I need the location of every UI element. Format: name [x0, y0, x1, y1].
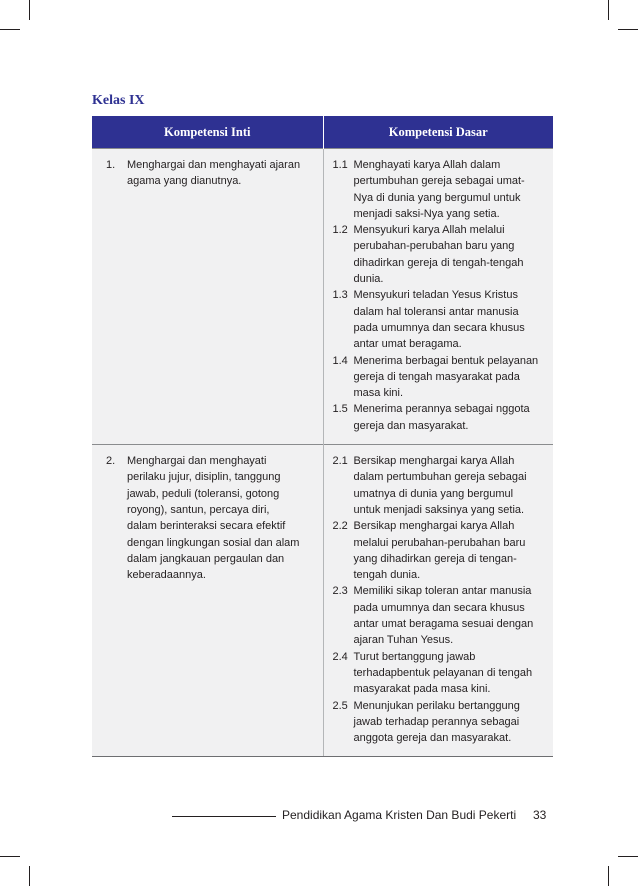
kd-text	[354, 698, 546, 747]
kd-item	[333, 287, 546, 352]
kd-line: menjadi saksi-Nya yang setia.	[353, 207, 500, 220]
kd-item	[333, 518, 546, 583]
ki-line: agama yang dianutnya.	[127, 175, 242, 188]
kd-line: antar umat beragama.	[353, 338, 462, 351]
table-header-row	[92, 116, 553, 149]
kd-line: anggota gereja dan masyarakat.	[353, 732, 512, 745]
ki-line: Menghargai dan menghayati ajaran	[127, 159, 301, 171]
kd-line: Bersikap menghargai karya Allah	[353, 455, 515, 468]
kd-line: untuk menjadi saksinya yang setia.	[353, 503, 525, 516]
footer-rule	[172, 816, 276, 817]
ki-text	[127, 453, 307, 583]
kd-line: Mensyukuri teladan Yesus Kristus	[353, 289, 518, 302]
kd-text	[354, 518, 546, 583]
kd-line: terhadapbentuk pelayanan di tengah	[353, 666, 533, 679]
crop-mark-bottom-left-v	[29, 866, 30, 886]
kd-line: antar umat beragama sesuai dengan	[353, 618, 534, 631]
footer-book-title: Pendidikan Agama Kristen Dan Budi Pekerti	[282, 808, 517, 822]
kd-line: Mensyukuri karya Allah melalui	[353, 224, 505, 237]
kd-line: Bersikap menghargai karya Allah	[353, 520, 515, 533]
kd-line: ajaran Tuhan Yesus.	[353, 634, 454, 647]
kd-line: umatnya di dunia yang bergumul	[353, 487, 514, 500]
ki-line: dalam berinteraksi secara efektif	[127, 520, 286, 533]
header-kompetensi-dasar: Kompetensi Dasar	[323, 116, 553, 149]
kd-line: dihadirkan gereja di tengah-tengah	[353, 256, 524, 269]
kd-number: 1.4	[332, 354, 348, 367]
ki-line: perilaku jujur, disiplin, tanggung	[127, 471, 281, 484]
kd-number: 2.3	[332, 585, 348, 598]
kd-line: masa kini.	[353, 387, 404, 400]
kd-item	[333, 353, 546, 402]
page-number: 33	[533, 808, 547, 822]
kd-text	[354, 401, 546, 434]
kd-text	[354, 453, 546, 518]
kd-item	[333, 157, 546, 222]
kd-line: dalam hal toleransi antar manusia	[353, 305, 519, 318]
kd-item	[333, 453, 546, 518]
kd-number: 2.4	[332, 650, 348, 663]
kd-line: dalam pertumbuhan gereja sebagai	[353, 471, 527, 484]
section-title: Kelas IX	[92, 93, 145, 108]
ki-item	[106, 157, 307, 190]
ki-item	[106, 453, 307, 583]
ki-line: dengan lingkungan sosial dan alam	[127, 536, 300, 549]
kd-cell	[323, 445, 553, 757]
kd-line: dunia.	[353, 273, 384, 286]
kd-number: 2.2	[332, 520, 348, 533]
kd-text	[354, 287, 546, 352]
ki-text	[127, 157, 307, 190]
kd-line: jawab terhadap perannya sebagai	[353, 715, 520, 728]
kd-line: melalui perubahan-perubahan baru	[353, 536, 526, 549]
kd-line: gereja di tengah masyarakat pada	[353, 370, 520, 383]
kd-line: Menunjukan perilaku bertanggung	[353, 699, 520, 712]
kd-number: 1.1	[332, 159, 348, 171]
kd-text	[354, 353, 546, 402]
ki-line: royong), santun, percaya diri,	[127, 503, 270, 516]
kd-number: 1.5	[332, 403, 348, 416]
kd-line: gereja dan masyarakat.	[353, 419, 469, 432]
kd-line: perubahan-perubahan baru yang	[353, 240, 515, 253]
ki-line: jawab, peduli (toleransi, gotong	[127, 487, 280, 500]
crop-mark-top-left-h	[0, 29, 20, 30]
crop-mark-top-right-v	[608, 0, 609, 20]
kd-line: Nya di dunia yang bergumul untuk	[353, 191, 521, 204]
kd-item	[333, 583, 546, 648]
crop-mark-bottom-left-h	[0, 856, 20, 857]
kd-number: 1.2	[332, 224, 348, 237]
table-row	[92, 149, 553, 445]
kd-text	[354, 222, 546, 287]
kd-number: 2.5	[332, 699, 348, 712]
kd-item	[333, 698, 546, 747]
ki-number: 2.	[106, 455, 116, 468]
kd-cell	[323, 149, 553, 445]
header-kompetensi-inti: Kompetensi Inti	[92, 116, 323, 149]
kd-line: Memiliki sikap toleran antar manusia	[353, 585, 532, 598]
kd-text	[354, 649, 546, 698]
kd-item	[333, 222, 546, 287]
ki-line: keberadaannya.	[127, 569, 206, 582]
kd-item	[333, 401, 546, 434]
crop-mark-bottom-right-v	[608, 866, 609, 886]
kd-line: pertumbuhan gereja sebagai umat-	[353, 175, 525, 188]
kd-line: pada umumnya dan secara khusus	[353, 321, 525, 334]
kd-text	[354, 583, 546, 648]
kd-number: 2.1	[332, 455, 348, 468]
ki-line: dalam jangkauan pergaulan dan	[127, 552, 285, 565]
crop-mark-top-left-v	[29, 0, 30, 20]
kd-text	[354, 157, 546, 222]
ki-number: 1.	[106, 159, 116, 171]
ki-line: Menghargai dan menghayati	[127, 455, 267, 468]
kd-line: Menghayati karya Allah dalam	[353, 159, 501, 171]
ki-cell	[92, 149, 323, 445]
kd-line: pada umumnya dan secara khusus	[353, 601, 525, 614]
kd-line: yang dihadirkan gereja di tengan-	[353, 552, 517, 565]
kd-number: 1.3	[332, 289, 348, 302]
kd-line: Menerima perannya sebagai nggota	[353, 403, 530, 416]
kd-line: Menerima berbagai bentuk pelayanan	[353, 354, 539, 367]
kd-line: Turut bertanggung jawab	[353, 650, 476, 663]
kd-item	[333, 649, 546, 698]
kd-line: tengah dunia.	[353, 569, 421, 582]
kd-line: masyarakat pada masa kini.	[353, 683, 491, 696]
crop-mark-top-right-h	[618, 29, 638, 30]
ki-cell	[92, 445, 323, 757]
table-row	[92, 445, 553, 757]
crop-mark-bottom-right-h	[618, 856, 638, 857]
competency-table	[92, 116, 553, 757]
